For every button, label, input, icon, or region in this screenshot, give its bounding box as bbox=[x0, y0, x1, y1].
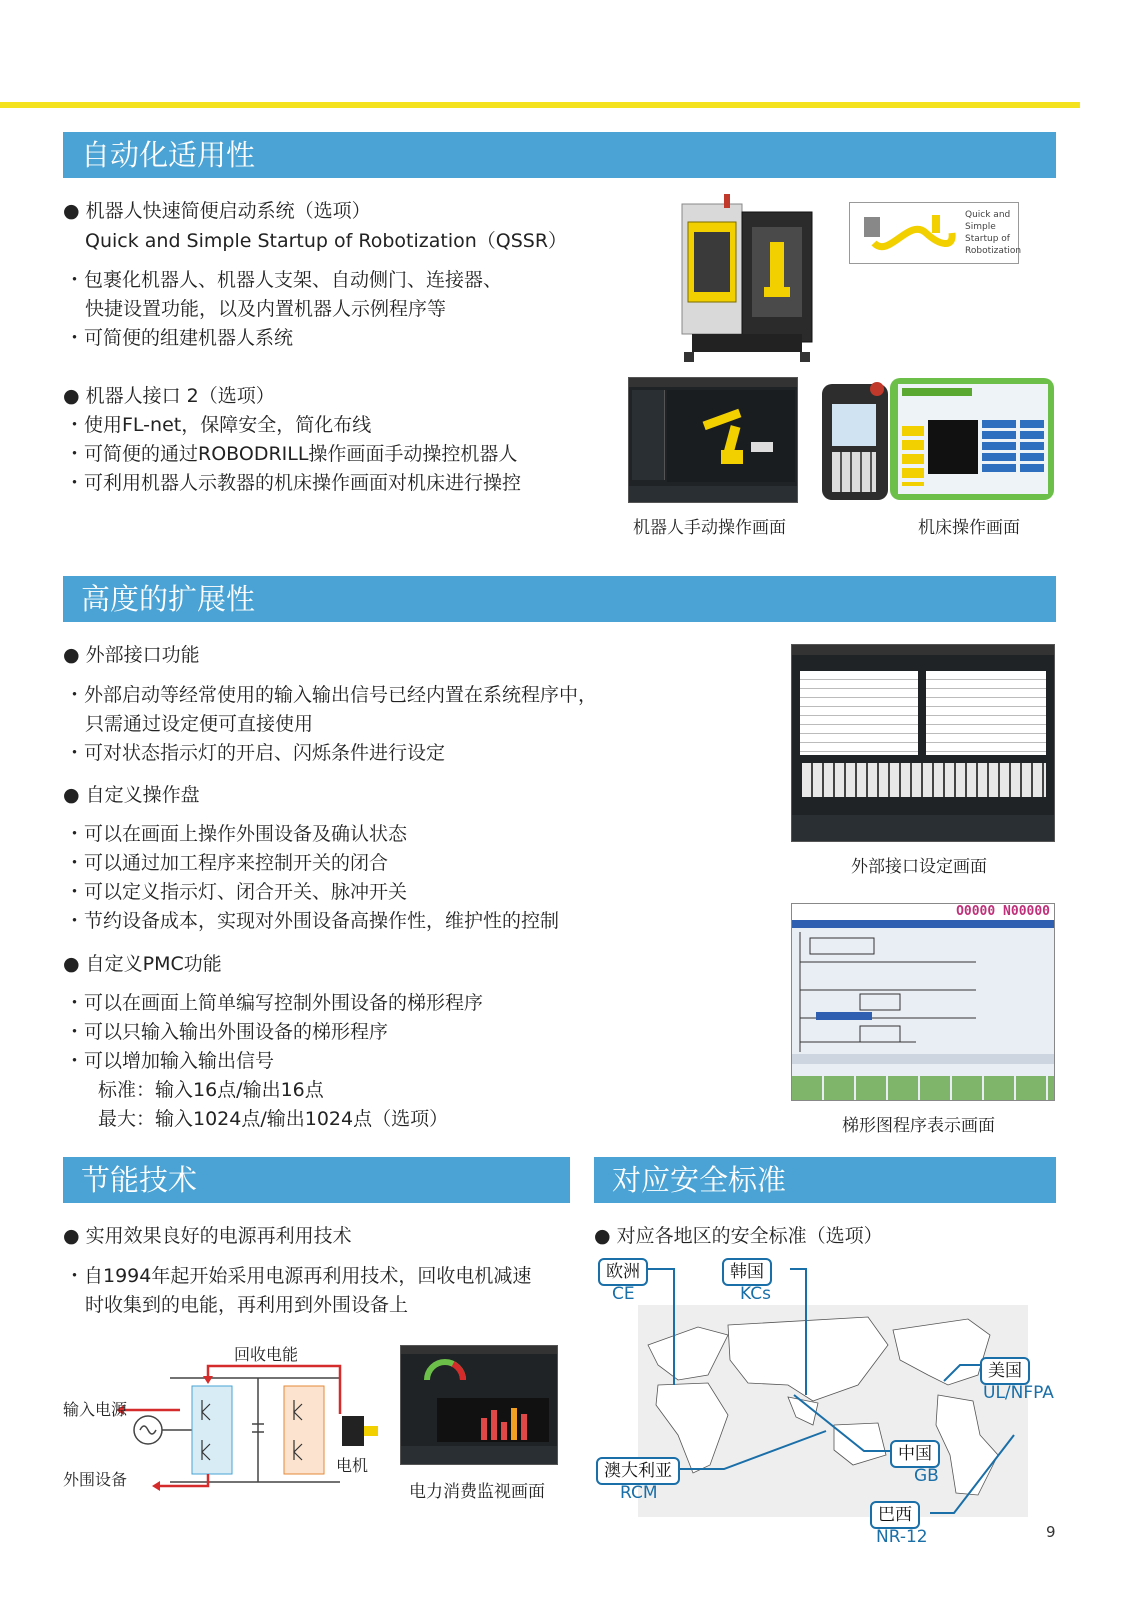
region-code-brazil: NR-12 bbox=[876, 1527, 928, 1547]
text-line: 只需通过设定便可直接使用 bbox=[85, 713, 314, 735]
text-line: ・可以通过加工程序来控制开关的闭合 bbox=[65, 852, 389, 874]
caption-ladder: 梯形图程序表示画面 bbox=[842, 1116, 995, 1136]
region-tag-brazil: 巴西 bbox=[870, 1501, 920, 1529]
power-bar-chart-icon bbox=[441, 1400, 545, 1440]
text-line: ・可简便的组建机器人系统 bbox=[65, 327, 294, 349]
robot-manual-screen bbox=[628, 377, 798, 503]
label-peripheral: 外围设备 bbox=[63, 1470, 128, 1489]
bullet-robot-interface: ● 机器人接口 2（选项） bbox=[63, 385, 275, 407]
bullet-power-regen: ● 实用效果良好的电源再利用技术 bbox=[63, 1225, 352, 1247]
text-line: ・使用FL-net，保障安全，简化布线 bbox=[65, 414, 372, 436]
caption-robot-manual: 机器人手动操作画面 bbox=[633, 518, 786, 538]
robot-arm-icon bbox=[689, 400, 779, 475]
section-title-automation: 自动化适用性 bbox=[63, 132, 1056, 178]
ladder-header: O0000 N00000 bbox=[956, 904, 1050, 919]
region-tag-china: 中国 bbox=[890, 1440, 940, 1468]
region-tag-usa: 美国 bbox=[980, 1357, 1030, 1385]
region-tag-australia: 澳大利亚 bbox=[596, 1457, 680, 1485]
gauge-icon bbox=[423, 1356, 467, 1382]
text-line: ・可对状态指示灯的开启、闪烁条件进行设定 bbox=[65, 742, 446, 764]
section-title-safety: 对应安全标准 bbox=[594, 1157, 1056, 1203]
text-line: ・包裹化机器人、机器人支架、自动侧门、连接器、 bbox=[65, 269, 503, 291]
external-interface-screen bbox=[791, 644, 1055, 842]
teach-pendant-image bbox=[820, 378, 1056, 502]
power-monitor-screen bbox=[400, 1345, 558, 1465]
text-line: ・自1994年起开始采用电源再利用技术，回收电机减速 bbox=[65, 1265, 532, 1287]
label-recover: 回收电能 bbox=[234, 1345, 299, 1364]
label-input-power: 输入电源 bbox=[63, 1400, 128, 1419]
text-line: ・可以在画面上简单编写控制外围设备的梯形程序 bbox=[65, 992, 484, 1014]
region-tag-korea: 韩国 bbox=[722, 1258, 772, 1286]
qssr-logo-line: Quick and bbox=[965, 210, 1011, 220]
text-line: 最大：输入1024点/输出1024点（选项） bbox=[98, 1108, 449, 1130]
qssr-logo-line: Robotization bbox=[965, 246, 1022, 256]
caption-machine-operation: 机床操作画面 bbox=[918, 518, 1020, 538]
text-line: ・外部启动等经常使用的输入输出信号已经内置在系统程序中， bbox=[65, 684, 598, 706]
label-motor: 电机 bbox=[336, 1456, 369, 1475]
region-tag-europe: 欧洲 bbox=[598, 1258, 648, 1286]
bullet-custom-pmc: ● 自定义PMC功能 bbox=[63, 953, 222, 975]
top-rule bbox=[0, 102, 1080, 108]
bullet-qssr: ● 机器人快速简便启动系统（选项） bbox=[63, 200, 371, 222]
text-line: ・可以增加输入输出信号 bbox=[65, 1050, 275, 1072]
robodrill-machine-image bbox=[672, 192, 822, 364]
section-title-expansion: 高度的扩展性 bbox=[63, 576, 1056, 622]
caption-external-interface: 外部接口设定画面 bbox=[851, 857, 987, 877]
region-code-europe: CE bbox=[612, 1284, 635, 1304]
bullet-safety-standards: ● 对应各地区的安全标准（选项） bbox=[594, 1225, 883, 1247]
text-line: ・可简便的通过ROBODRILL操作画面手动操控机器人 bbox=[65, 443, 518, 465]
text-line: ・可以只输入输出外围设备的梯形程序 bbox=[65, 1021, 389, 1043]
text-line: ・可利用机器人示教器的机床操作画面对机床进行操控 bbox=[65, 472, 522, 494]
qssr-logo bbox=[849, 202, 1022, 264]
ladder-diagram-icon bbox=[796, 932, 1052, 1054]
text-line: 时收集到的电能，再利用到外围设备上 bbox=[85, 1294, 409, 1316]
text-line: ・可以在画面上操作外围设备及确认状态 bbox=[65, 823, 408, 845]
qssr-logo-line: Startup of bbox=[965, 234, 1010, 244]
bullet-custom-panel: ● 自定义操作盘 bbox=[63, 784, 200, 806]
page-number: 9 bbox=[1046, 1523, 1056, 1541]
region-code-australia: RCM bbox=[620, 1483, 658, 1503]
region-code-korea: KCs bbox=[740, 1284, 771, 1304]
ladder-program-screen bbox=[791, 903, 1055, 1101]
region-code-china: GB bbox=[914, 1466, 939, 1486]
text-line: ・可以定义指示灯、闭合开关、脉冲开关 bbox=[65, 881, 408, 903]
qssr-infinity-icon bbox=[854, 209, 964, 257]
text-line: ・节约设备成本，实现对外围设备高操作性，维护性的控制 bbox=[65, 910, 560, 932]
qssr-logo-line: Simple bbox=[965, 222, 996, 232]
text-line: 标准：输入16点/输出16点 bbox=[98, 1079, 324, 1101]
region-code-usa: UL/NFPA bbox=[983, 1383, 1054, 1403]
section-title-energy: 节能技术 bbox=[63, 1157, 570, 1203]
caption-power-monitor: 电力消费监视画面 bbox=[409, 1482, 545, 1502]
text-line: 快捷设置功能，以及内置机器人示例程序等 bbox=[85, 298, 447, 320]
qssr-english: Quick and Simple Startup of Robotization（QSSR） bbox=[85, 230, 568, 252]
bullet-external-interface: ● 外部接口功能 bbox=[63, 644, 200, 666]
